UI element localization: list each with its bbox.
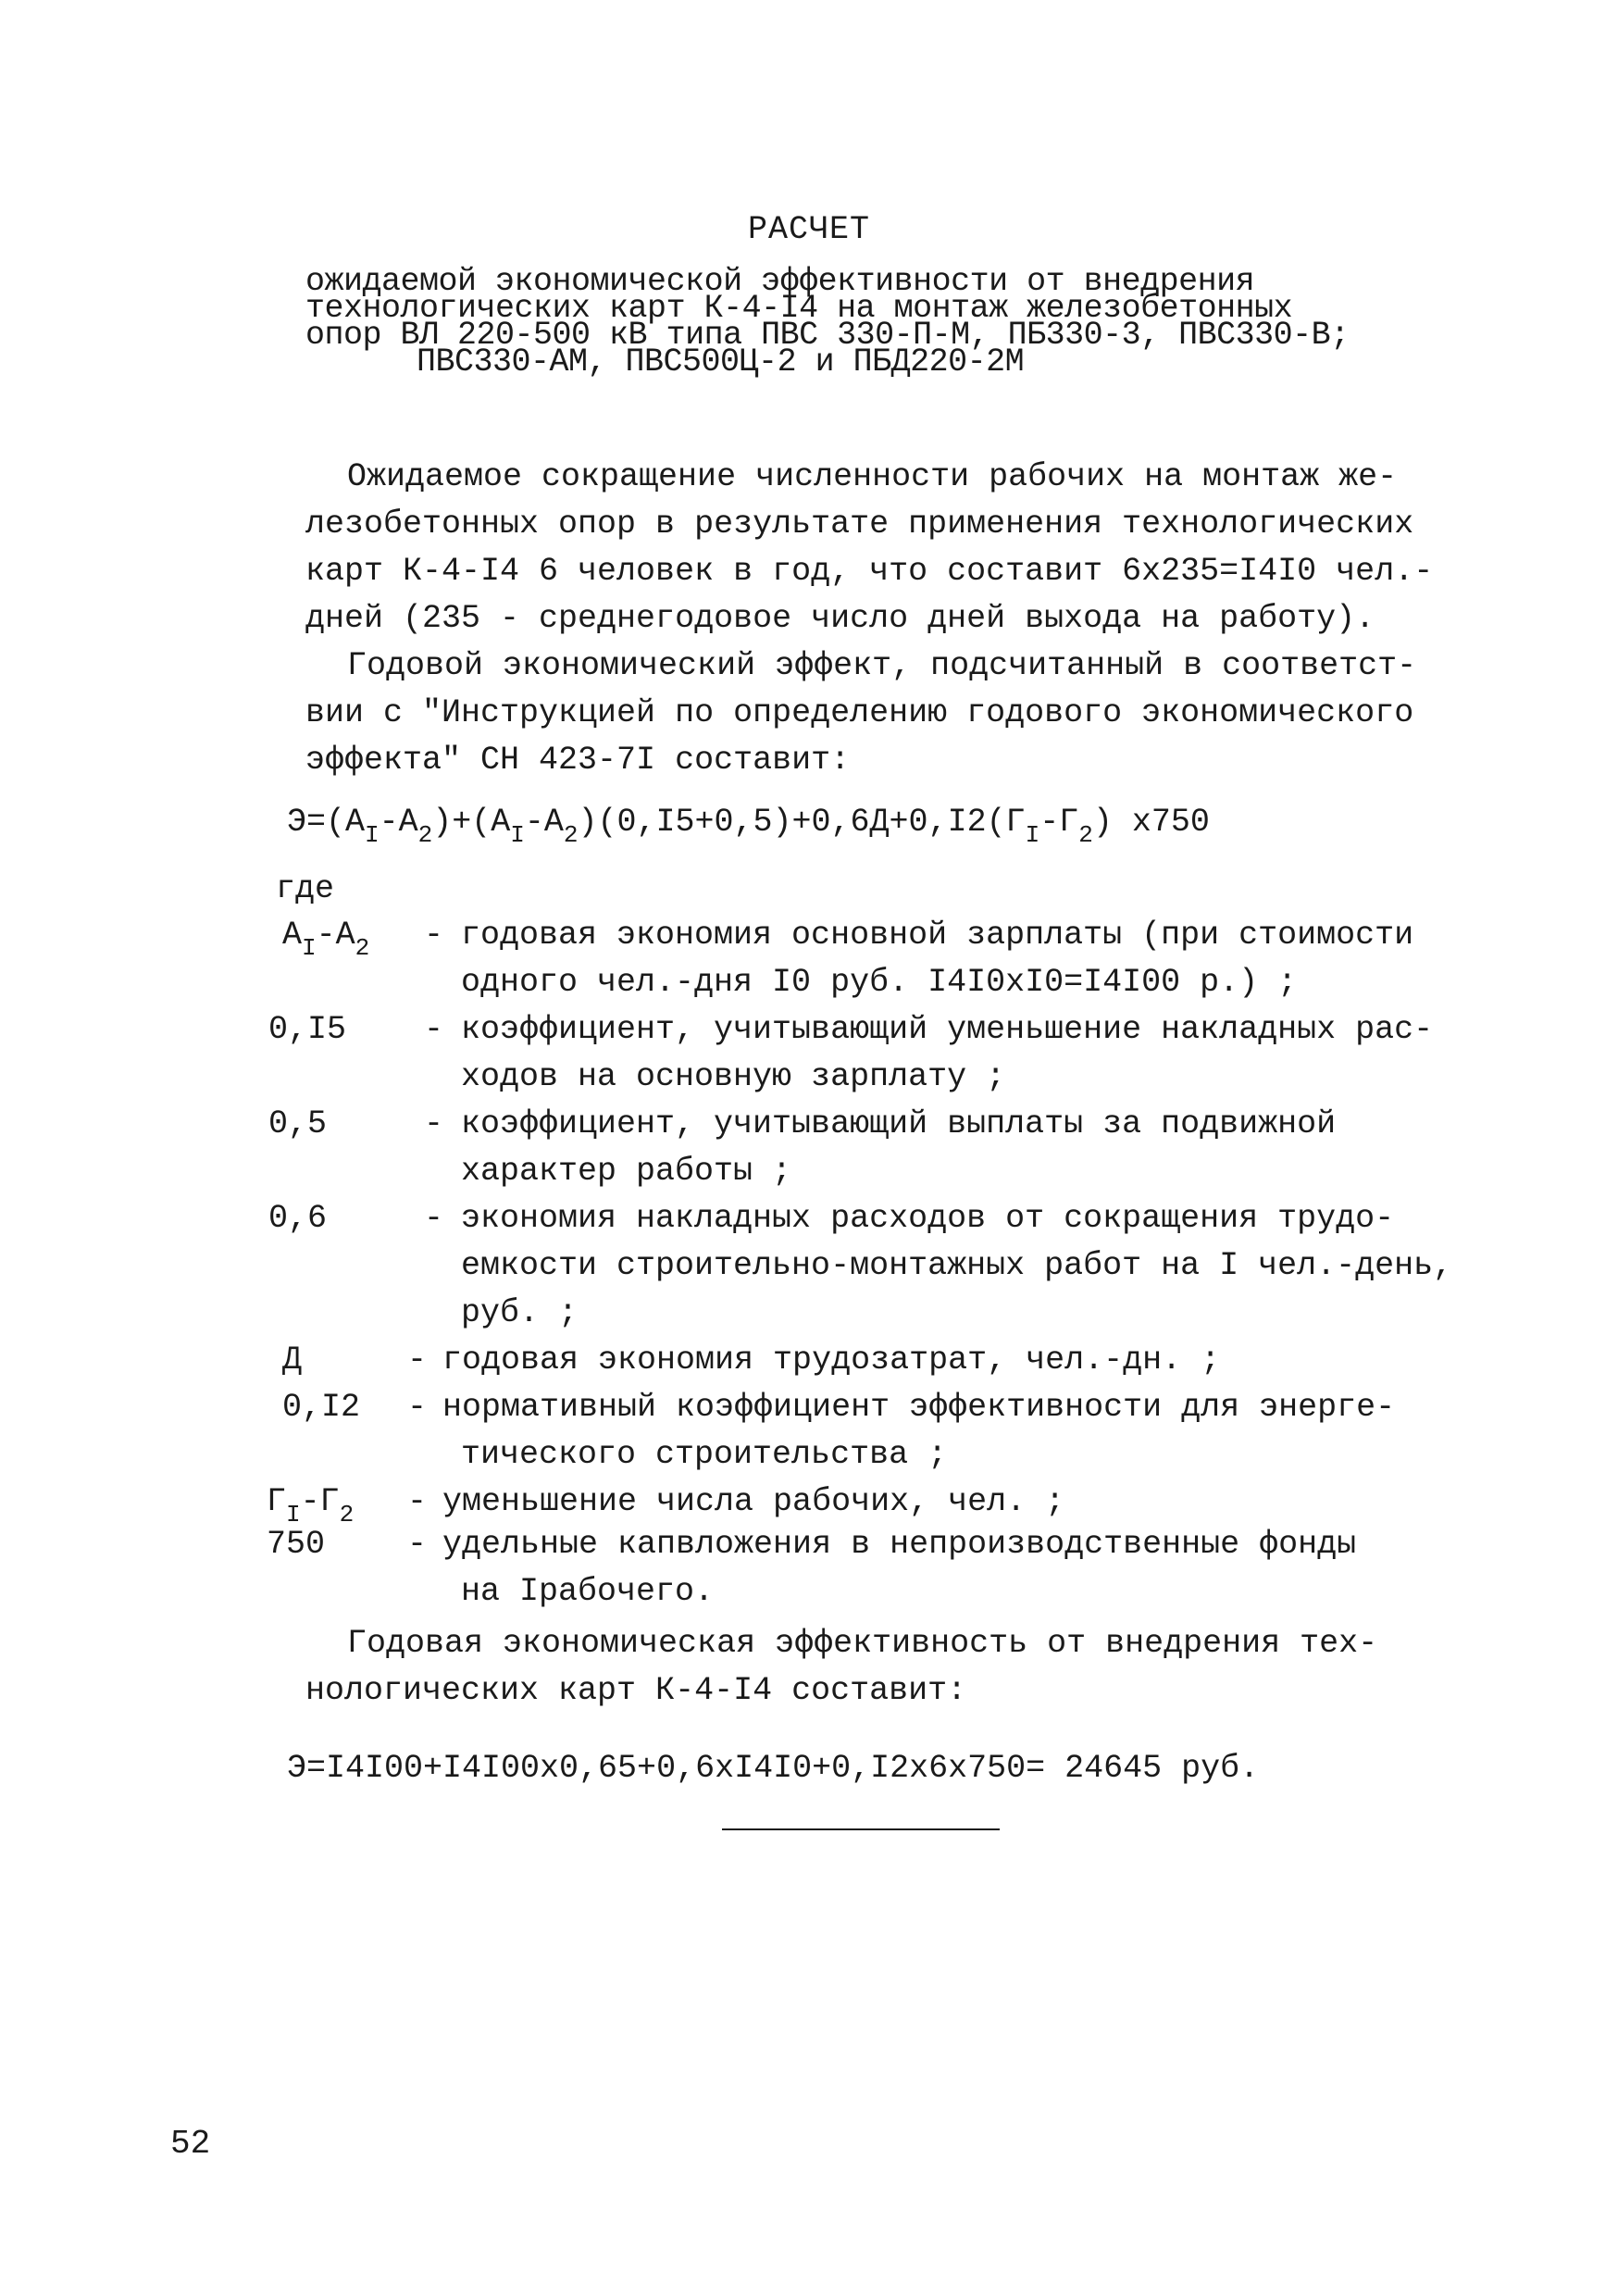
general-formula [287, 804, 1210, 849]
formula-part: )(0,I5+0,5)+0,6Д+0,I2(Г [578, 804, 1026, 841]
definition-dash: - [424, 1200, 444, 1237]
definition-symbol: $Г_I-Г_2$ [267, 1483, 355, 1529]
definition-text: руб. ; [461, 1294, 579, 1331]
paragraph-line: карт К-4-I4 6 человек в год, что составит 6х235=I4I0 чел.- [305, 553, 1434, 590]
formula-subscript: I [365, 821, 380, 849]
definition-text: на Iрабочего. [461, 1573, 715, 1610]
paragraph-annual-efficiency [305, 1620, 1416, 1715]
subtitle-line: опор ВЛ 220-500 кВ типа ПВС 330-П-М, ПБ330-3, ПВС330-В; [305, 317, 1350, 354]
paragraph-line: вии с "Инструкцией по определению годового экономического [305, 694, 1414, 731]
definition-symbol: 0,I5 [268, 1011, 347, 1048]
definition-text: тического строительства ; [461, 1436, 948, 1473]
formula-part: -А [524, 804, 564, 841]
definition-dash: - [424, 1011, 444, 1048]
subtitle-line: ПВС330-АМ, ПВС500Ц-2 и ПБД220-2М [417, 343, 1025, 381]
definition-text: емкости строительно-монтажных работ на I чел.-день, [461, 1247, 1453, 1284]
definition-dash: - [407, 1483, 428, 1520]
document-subtitle [305, 263, 1416, 381]
where-label: где [276, 870, 335, 907]
end-rule [722, 1828, 1000, 1830]
subtitle-line: технологических карт К-4-I4 на монтаж железобетонных [305, 290, 1293, 327]
definition-symbol: Д [282, 1341, 303, 1379]
paragraph-line: нологических карт К-4-I4 составит: [305, 1672, 967, 1709]
formula-subscript: I [1025, 821, 1040, 849]
formula-part: ) х750 [1092, 804, 1210, 841]
formula-subscript: 2 [417, 821, 433, 849]
definition-symbol: 0,5 [268, 1105, 328, 1142]
formula-part: -Г [1039, 804, 1079, 841]
definition-dash: - [424, 917, 444, 954]
paragraph-labor-reduction [305, 454, 1434, 643]
formula-part: -А [379, 804, 418, 841]
formula-subscript: 2 [563, 821, 579, 849]
definition-dash: - [407, 1389, 428, 1426]
subtitle-line: ожидаемой экономической эффективности от внедрения [305, 263, 1255, 300]
definition-text: экономия накладных расходов от сокращения трудо- [461, 1200, 1395, 1237]
formula-subscript: I [510, 821, 525, 849]
formula-subscript: 2 [1078, 821, 1093, 849]
definition-text: годовая экономия трудозатрат, чел.-дн. ; [442, 1341, 1221, 1379]
page-number: 52 [170, 2125, 211, 2163]
definition-text: одного чел.-дня I0 руб. I4I0хI0=I4I00 р.) ; [461, 964, 1298, 1001]
definition-text: ходов на основную зарплату ; [461, 1058, 1006, 1095]
paragraph-line: Ожидаемое сокращение численности рабочих на монтаж же- [347, 458, 1398, 495]
paragraph-line: Годовой экономический эффект, подсчитанный в соответст- [347, 647, 1417, 684]
definition-dash: - [407, 1526, 428, 1563]
definition-symbol: 750 [267, 1526, 326, 1563]
paragraph-line: Годовая экономическая эффективность от внедрения тех- [347, 1625, 1378, 1662]
definition-symbol: 0,6 [268, 1200, 328, 1237]
definition-symbol: 0,I2 [282, 1389, 361, 1426]
document-title: РАСЧЕТ [747, 211, 871, 248]
definition-text: характер работы ; [461, 1153, 792, 1190]
definition-text: уменьшение числа рабочих, чел. ; [442, 1483, 1065, 1520]
definition-dash: - [424, 1105, 444, 1142]
definition-text: коэффициент, учитывающий уменьшение накладных рас- [461, 1011, 1434, 1048]
paragraph-line: лезобетонных опор в результате применения технологических [305, 505, 1414, 543]
formula-part: )+(А [432, 804, 511, 841]
definition-text: коэффициент, учитывающий выплаты за подвижной [461, 1105, 1337, 1142]
paragraph-annual-effect [305, 643, 1416, 784]
definition-dash: - [407, 1341, 428, 1379]
paragraph-line: эффекта" СН 423-7I составит: [305, 742, 851, 779]
paragraph-line: дней (235 - среднегодовое число дней выхода на работу). [305, 600, 1375, 637]
result-formula: Э=I4I00+I4I00х0,65+0,6хI4I0+0,I2х6х750= 24645 руб. [287, 1750, 1260, 1787]
definition-text: удельные капвложения в непроизводственные фонды [442, 1526, 1357, 1563]
definition-symbol: $А_I-А_2$ [282, 917, 370, 962]
formula-part: Э=(А [287, 804, 366, 841]
definition-text: годовая экономия основной зарплаты (при стоимости [461, 917, 1414, 954]
definition-text: нормативный коэффициент эффективности для энерге- [442, 1389, 1396, 1426]
